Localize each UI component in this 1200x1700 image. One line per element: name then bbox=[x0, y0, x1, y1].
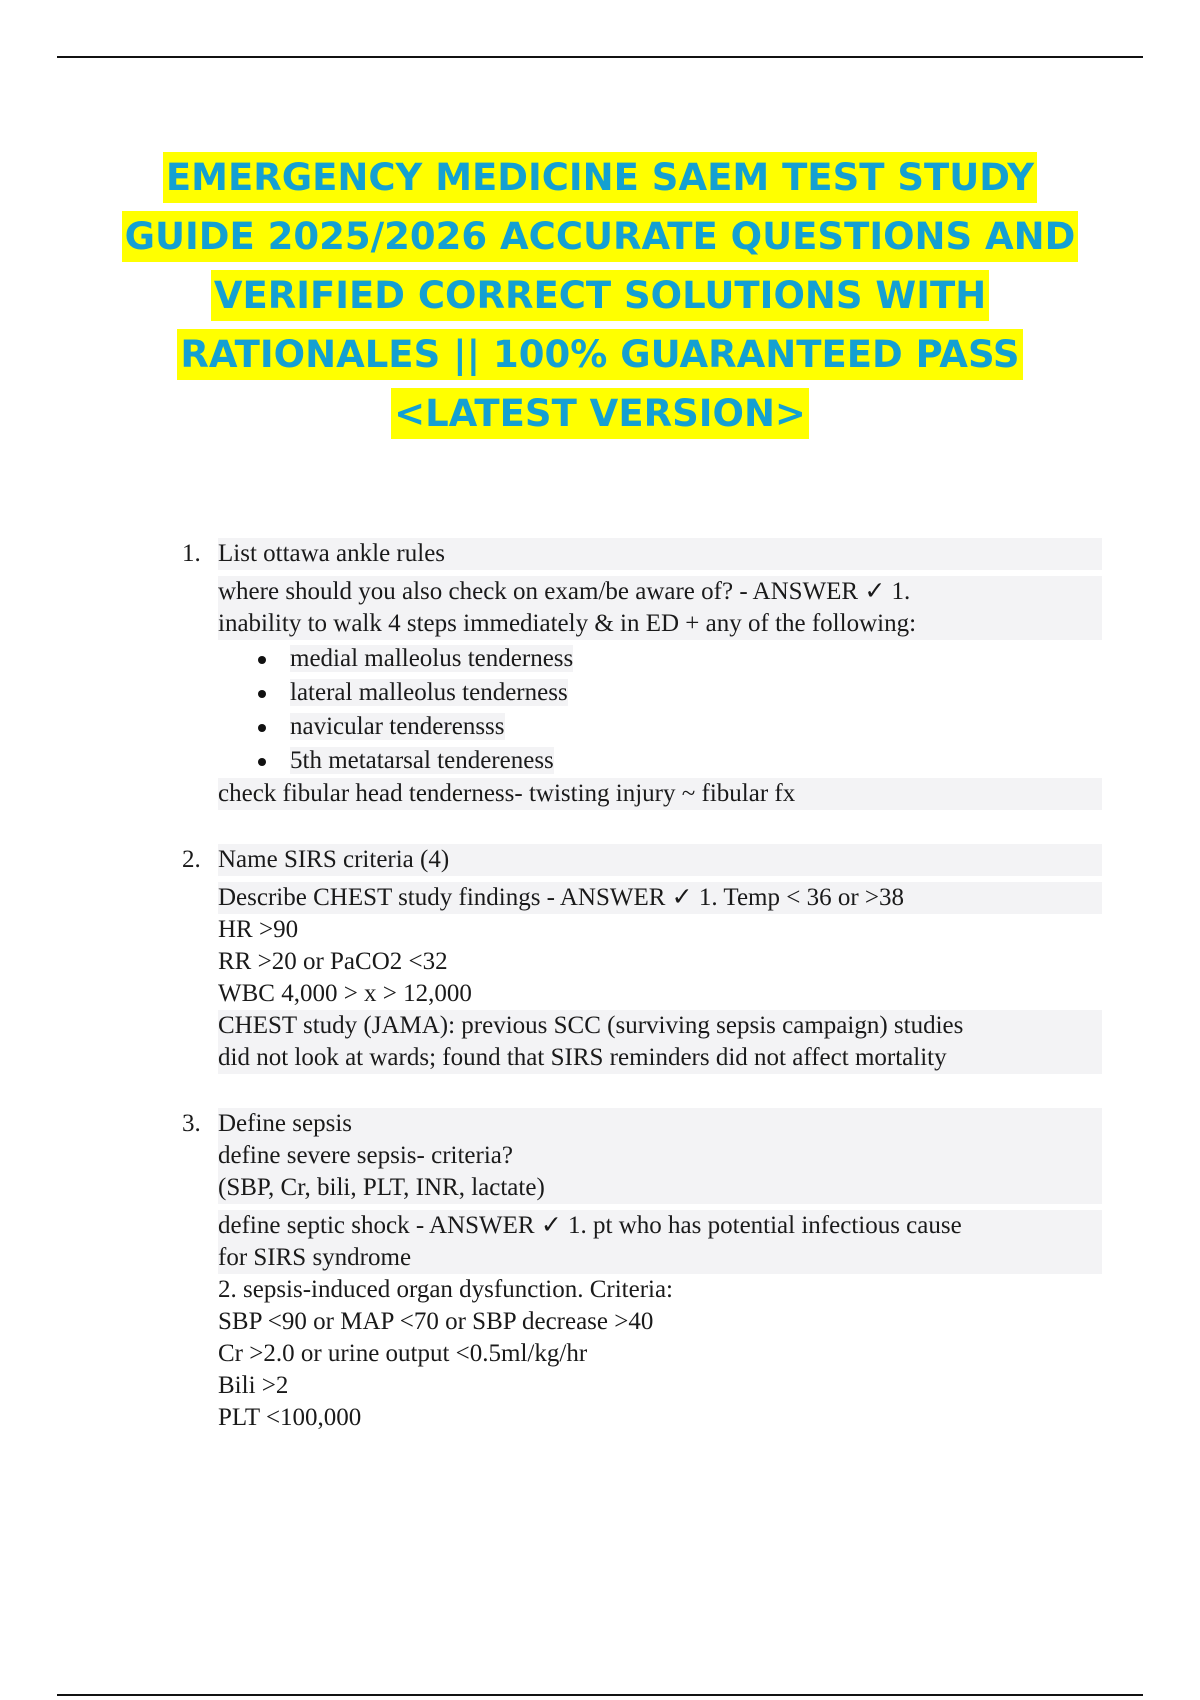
answer-line: define severe sepsis- criteria? bbox=[218, 1140, 1102, 1172]
question-number: 1. bbox=[182, 540, 201, 567]
question-prompt: Define sepsis bbox=[218, 1108, 1102, 1140]
answer-line: PLT <100,000 bbox=[218, 1404, 362, 1431]
answer-line: check fibular head tenderness- twisting injury ~ fibular fx bbox=[218, 778, 1102, 810]
question-1 bbox=[182, 538, 1102, 810]
answer-line: where should you also check on exam/be aware of? - ANSWER ✓ 1. bbox=[218, 576, 1102, 608]
question-3 bbox=[182, 1108, 1102, 1434]
title-line-4: RATIONALES || 100% GUARANTEED PASS bbox=[177, 329, 1022, 380]
question-list bbox=[182, 538, 1102, 1468]
document-title bbox=[100, 148, 1100, 443]
title-line-2: GUIDE 2025/2026 ACCURATE QUESTIONS AND bbox=[122, 211, 1079, 262]
answer-line: HR >90 bbox=[218, 916, 299, 943]
bottom-rule bbox=[57, 1694, 1143, 1696]
title-line-3: VERIFIED CORRECT SOLUTIONS WITH bbox=[211, 270, 989, 321]
question-number: 3. bbox=[182, 1110, 201, 1137]
title-line-1: EMERGENCY MEDICINE SAEM TEST STUDY bbox=[163, 152, 1037, 203]
answer-line: Describe CHEST study findings - ANSWER ✓ 1. Temp < 36 or >38 bbox=[218, 882, 1102, 914]
answer-line: SBP <90 or MAP <70 or SBP decrease >40 bbox=[218, 1308, 654, 1335]
answer-line: Bili >2 bbox=[218, 1372, 289, 1399]
answer-line: Cr >2.0 or urine output <0.5ml/kg/hr bbox=[218, 1340, 588, 1367]
answer-line: WBC 4,000 > x > 12,000 bbox=[218, 980, 472, 1007]
answer-line: define septic shock - ANSWER ✓ 1. pt who has potential infectious cause bbox=[218, 1210, 1102, 1242]
answer-line: RR >20 or PaCO2 <32 bbox=[218, 948, 448, 975]
top-rule bbox=[57, 56, 1143, 58]
list-item: navicular tenderensss bbox=[218, 710, 1102, 744]
answer-line: 2. sepsis-induced organ dysfunction. Criteria: bbox=[218, 1276, 674, 1303]
question-prompt: Name SIRS criteria (4) bbox=[218, 844, 1102, 876]
question-number: 2. bbox=[182, 846, 201, 873]
question-2 bbox=[182, 844, 1102, 1074]
answer-line: inability to walk 4 steps immediately & in ED + any of the following: bbox=[218, 608, 1102, 640]
answer-line: (SBP, Cr, bili, PLT, INR, lactate) bbox=[218, 1172, 1102, 1204]
list-item: 5th metatarsal tendereness bbox=[218, 744, 1102, 778]
bullet-dot-icon bbox=[258, 690, 266, 698]
answer-line: did not look at wards; found that SIRS reminders did not affect mortality bbox=[218, 1042, 1102, 1074]
bullet-dot-icon bbox=[258, 758, 266, 766]
answer-line: CHEST study (JAMA): previous SCC (surviving sepsis campaign) studies bbox=[218, 1010, 1102, 1042]
bullet-list bbox=[218, 642, 1102, 778]
title-line-5: <LATEST VERSION> bbox=[391, 388, 809, 439]
bullet-dot-icon bbox=[258, 656, 266, 664]
list-item: lateral malleolus tenderness bbox=[218, 676, 1102, 710]
answer-line: for SIRS syndrome bbox=[218, 1242, 1102, 1274]
list-item: medial malleolus tenderness bbox=[218, 642, 1102, 676]
bullet-dot-icon bbox=[258, 724, 266, 732]
question-prompt: List ottawa ankle rules bbox=[218, 538, 1102, 570]
